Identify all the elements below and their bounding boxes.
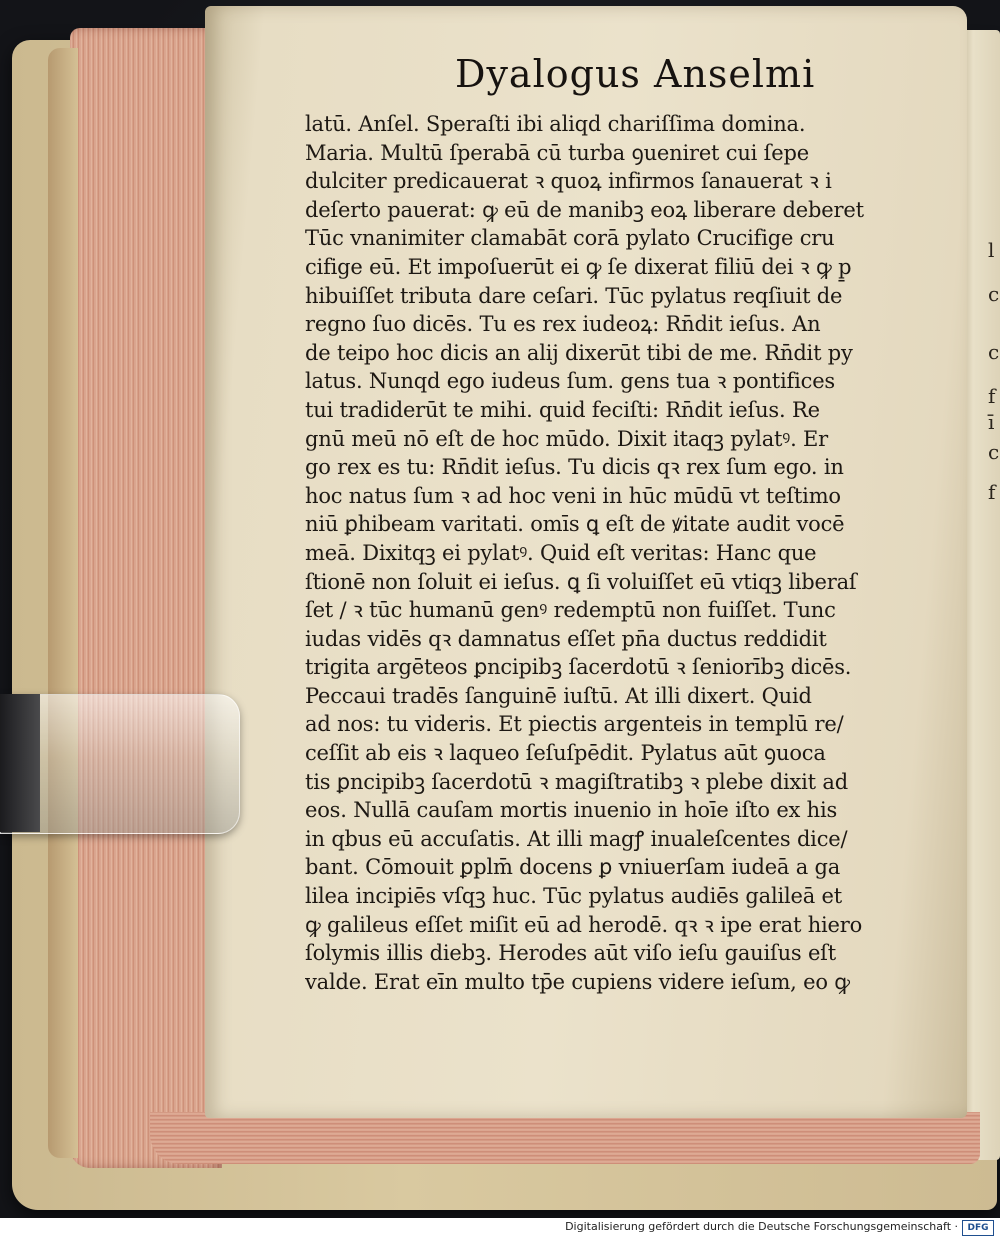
footer-bar (0, 1218, 1000, 1237)
funding-credit: Digitalisierung gefördert durch die Deutsche Forschungsgemeinschaft · (565, 1220, 958, 1233)
text-line: ſet / ꝛ tūc humanū genꝰ redemptū non fuiſſet. Tunc (305, 598, 836, 623)
facing-page-fragment: c (988, 340, 1000, 364)
text-line: regno ſuo dicēs. Tu es rex iudeoꝝ: Rn̄dit ieſus. An (305, 312, 821, 337)
text-line: hoc natus ſum ꝛ ad hoc veni in hūc mūdū vt teſtimo (305, 483, 841, 508)
facing-page-fragment: f (988, 480, 996, 504)
text-line: meā. Dixitqꝫ ei pylatꝰ. Quid eſt veritas: Hanc que (305, 540, 817, 565)
text-line: eos. Nullā cauſam mortis inuenio in hoīe iſto ex his (305, 798, 838, 823)
text-line: deſerto pauerat: ꝙ eū de manibꝫ eoꝝ liberare deberet (305, 197, 864, 222)
text-line: cifige eū. Et impoſuerūt ei ꝙ ſe dixerat filiū dei ꝛ ꝙ p̱ (305, 254, 852, 279)
facing-page-fragment: c (988, 440, 1000, 464)
book-page (205, 6, 967, 1118)
text-line: iudas vidēs qꝛ damnatus eſſet pn̄a ductus reddidit (305, 626, 827, 651)
text-line: tui tradiderūt te mihi. quid feciſti: Rn̄dit ieſus. Re (305, 397, 820, 422)
left-page-edges (70, 28, 222, 1168)
text-line: Maria. Multū ſperabā cū turba ꝯueniret cui ſepe (305, 140, 809, 165)
facing-page-fragment: l (988, 238, 995, 262)
text-line: tis ꝑncipibꝫ ſacerdotū ꝛ magiſtratibꝫ ꝛ plebe dixit ad (305, 769, 848, 794)
text-line: hibuiſſet tributa dare ceſari. Tūc pylatus reqſiuit de (305, 283, 843, 308)
text-line: go rex es tu: Rn̄dit ieſus. Tu dicis qꝛ rex ſum ego. in (305, 455, 844, 480)
text-line: Tūc vnanimiter clamabāt corā pylato Crucifige cru (305, 226, 835, 251)
facing-page-fragment: ī (988, 410, 995, 434)
dfg-logo: DFG (962, 1220, 994, 1236)
text-line: in qbus eū accuſatis. At illi magꝭ inualeſcentes dice/ (305, 826, 848, 851)
text-line: latū. Anſel. Speraſti ibi aliqd chariſſima domina. (305, 112, 806, 136)
running-head: Dyalogus Anselmi (455, 52, 816, 96)
text-line: latus. Nunqd ego iudeus ſum. gens tua ꝛ pontifices (305, 369, 836, 394)
text-line: lilea incipiēs vſqꝫ huc. Tūc pylatus audiēs galileā et (305, 884, 842, 909)
bottom-page-edges (150, 1112, 980, 1164)
text-line: Peccaui tradēs ſanguinē iuſtū. At illi dixert. Quid (305, 683, 812, 708)
text-line: niū ꝑhibeam varitati. omīs ꝗ eſt de ꝟitate audit vocē (305, 512, 845, 537)
text-line: ſolymis illis diebꝫ. Herodes aūt viſo ieſu gauiſus eſt (305, 941, 836, 966)
text-line: ſtionē non ſoluit ei ieſus. ꝗ ſi voluiſſet eū vtiqꝫ liberaſ (305, 569, 857, 594)
text-block (305, 110, 895, 996)
text-line: ad nos: tu videris. Et piectis argenteis in templū re/ (305, 712, 844, 737)
text-line: trigita argēteos ꝑncipibꝫ ſacerdotū ꝛ ſeniorībꝫ dicēs. (305, 655, 852, 680)
facing-page-fragment: c (988, 282, 1000, 306)
text-line: bant. Cōmouit ꝑplm̄ docens ꝑ vniuerſam iudeā a ga (305, 855, 841, 880)
text-line: valde. Erat eīn multo tp̄e cupiens videre ieſum, eo ꝙ (305, 969, 850, 994)
text-line: de teipo hoc dicis an alij dixerūt tibi de me. Rn̄dit py (305, 340, 853, 365)
glass-weight-holder (0, 694, 40, 832)
text-line: ceſſit ab eis ꝛ laqueo ſeſuſpēdit. Pylatus aūt ꝯuoca (305, 741, 826, 766)
text-line: ꝙ galileus eſſet miſit eū ad herodē. qꝛ ꝛ ipe erat hiero (305, 912, 863, 937)
text-line: gnū meū nō eſt de hoc mūdo. Dixit itaqꝫ pylatꝰ. Er (305, 426, 828, 451)
text-line: dulciter predicauerat ꝛ quoꝝ infirmos ſanauerat ꝛ i (305, 169, 832, 194)
facing-page-fragment: f (988, 384, 996, 408)
